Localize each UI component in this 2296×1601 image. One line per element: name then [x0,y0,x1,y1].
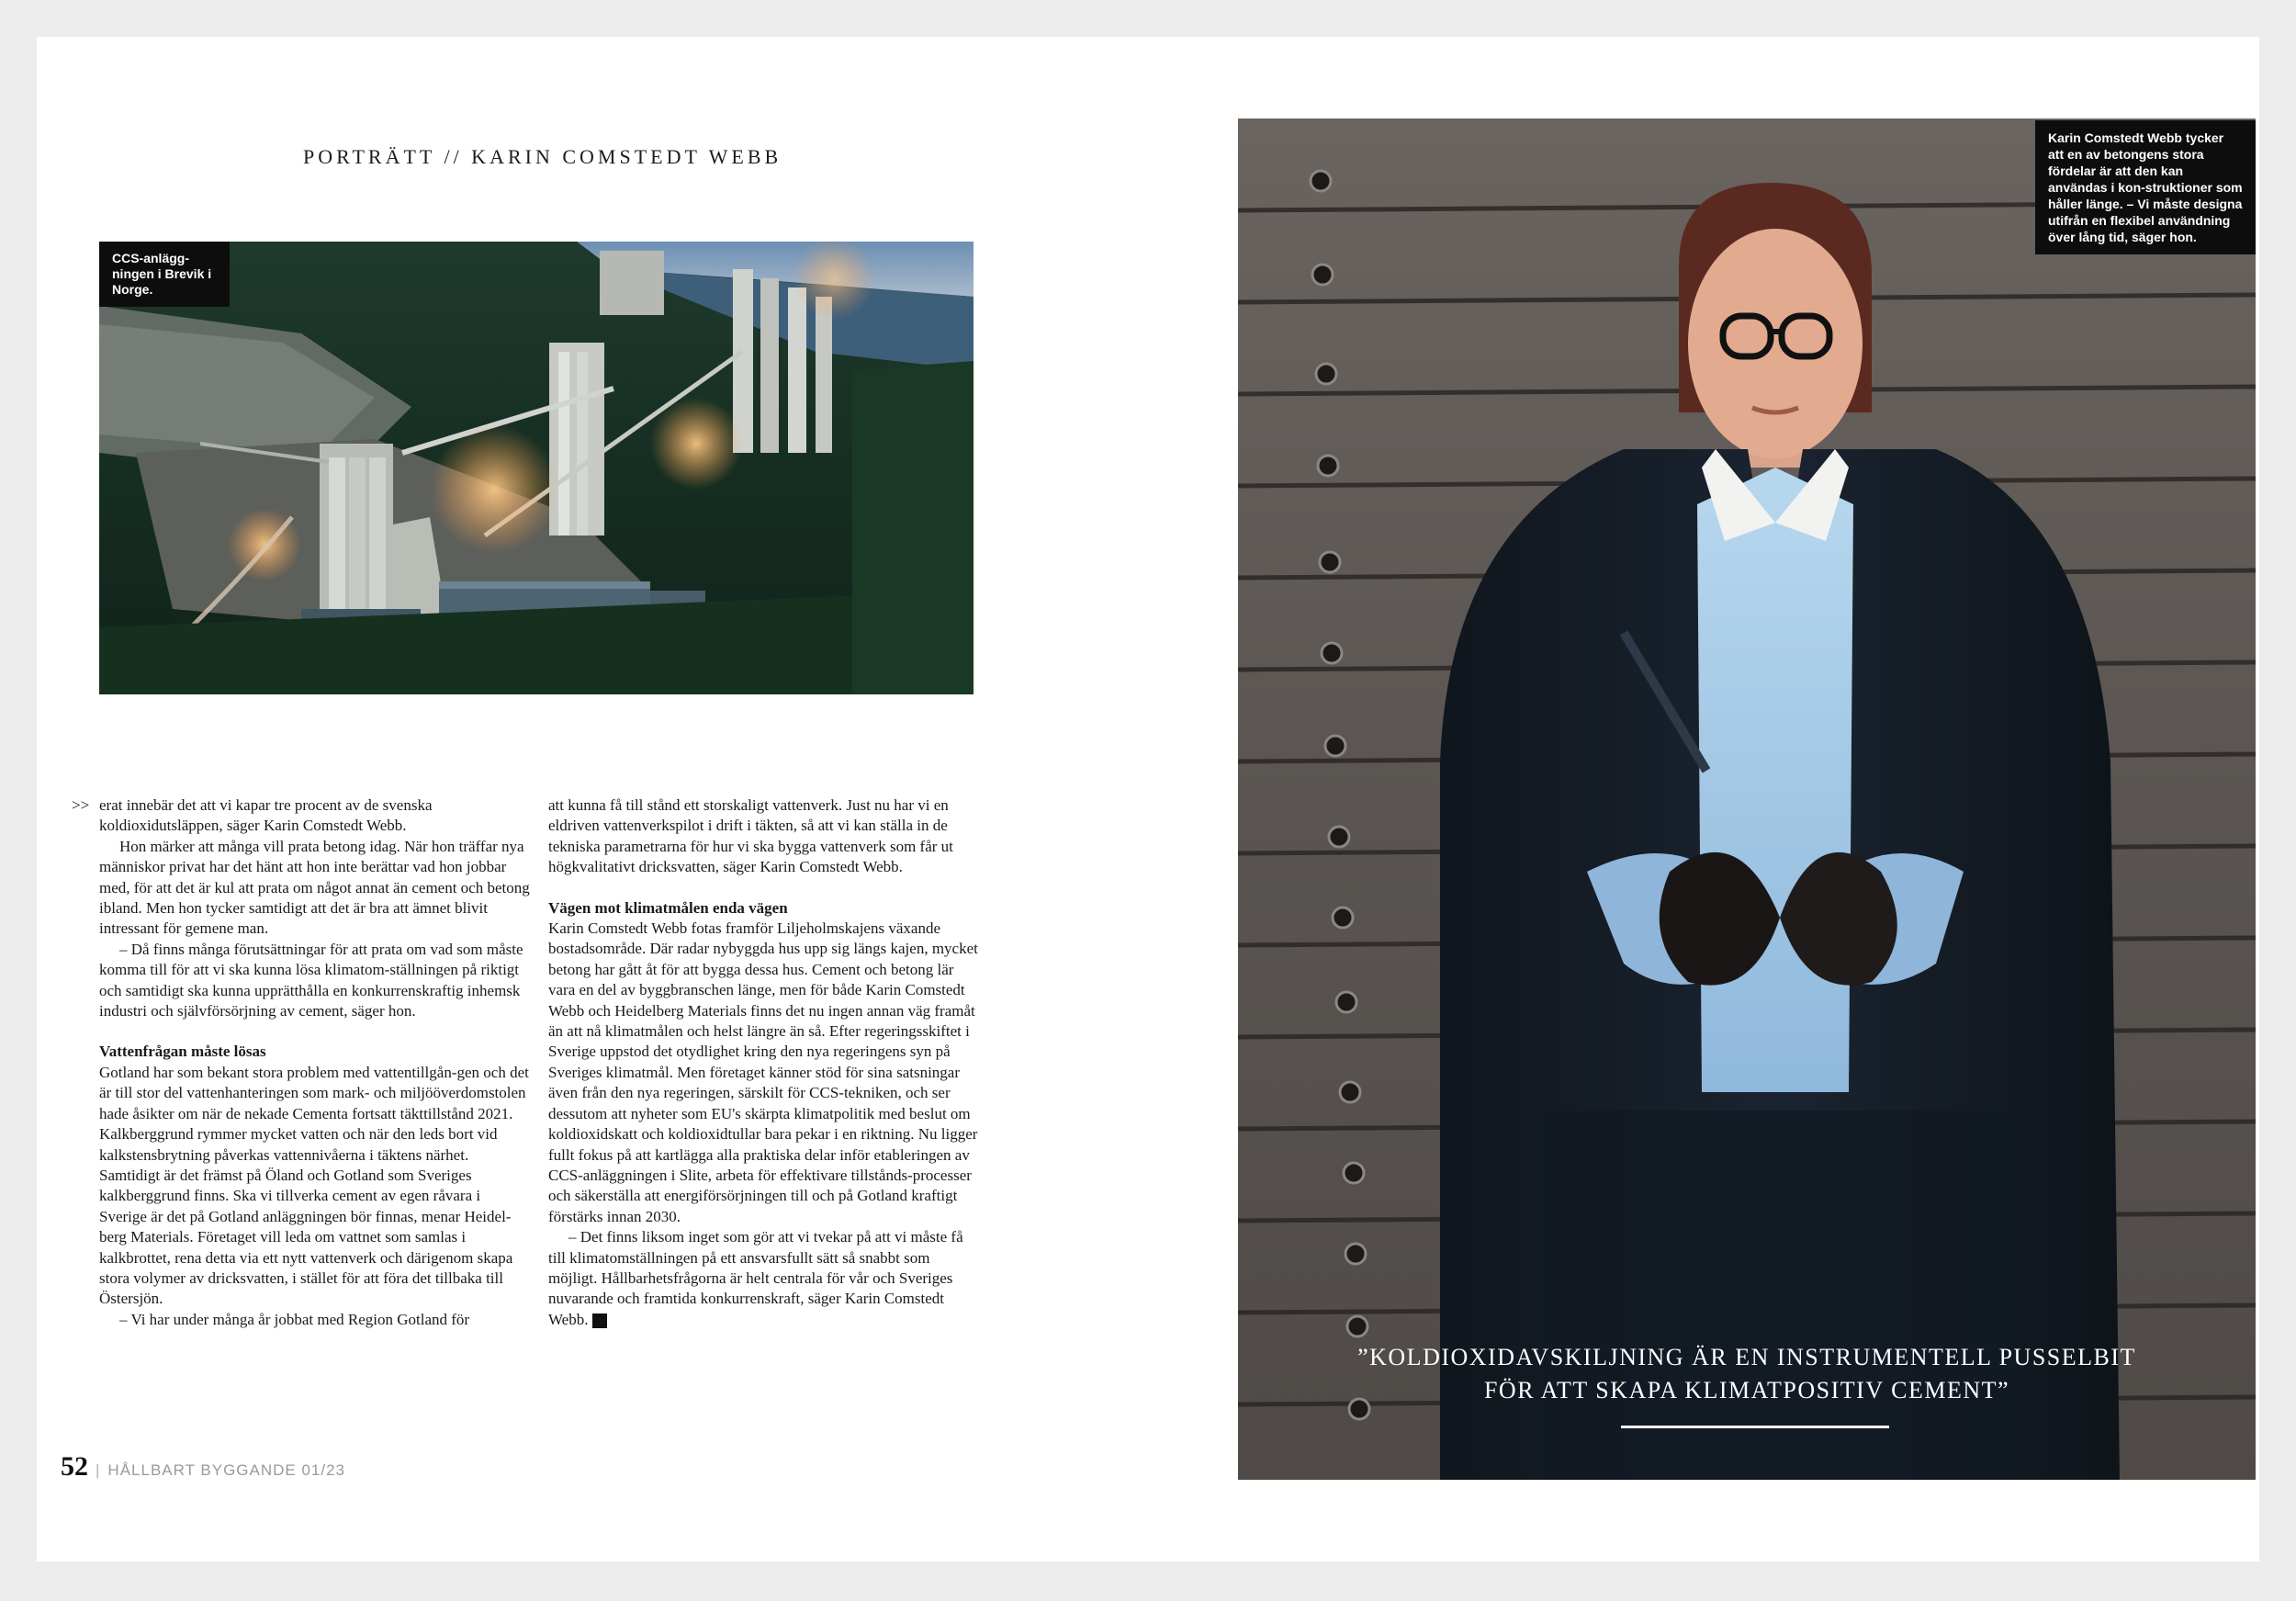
pull-quote-rule [1621,1426,1889,1428]
running-head: PORTRÄTT // KARIN COMSTEDT WEBB [303,145,782,168]
page-number: 52 [61,1451,88,1482]
paragraph: Gotland har som bekant stora problem med vattentillgån-gen och det är till stor del vattenhanteringen som mark- och miljööverdomstolen hade åsikter om när de nekade Cementa fortsatt täkttillstånd 2021. Kalkberggrund rymmer mycket vatten och när den leds bort vid kalkstensbrytning påverkas vattennivåerna i täktens närhet. Samtidigt är det främst på Öland och Gotland som Sveriges kalkberggrund finns. Ska vi tillverka cement av egen råvara i Sverige är det på Gotland anläggningen bör finnas, menar Heidel-berg Materials. Företaget vill leda om vattnet som samlas i kalkbrottet, rena detta via ett nytt vattenverk och därigenom skapa stora volymer av dricksvatten, i stället för att föra det tillbaka till Östersjön. [99,1063,529,1308]
ccs-plant-photo [99,242,974,694]
article-column-2 [548,795,980,1330]
section-heading: Vägen mot klimatmålen enda vägen [548,898,788,917]
end-of-article-icon: HB [592,1313,607,1328]
paragraph: – Då finns många förutsättningar för att prata om vad som måste komma till för att vi ska kunna lösa klimatom-ställningen på riktigt och samtidigt ska kunna upprätthålla en konkurrenskraftig inhemsk industri och självförsörjning av cement, säger hon. [99,940,523,1020]
continuation-marker: >> [72,796,90,814]
paragraph: att kunna få till stånd ett storskaligt vattenverk. Just nu har vi en eldriven vattenverkspilot i drift i täkten, så att vi kan ställa in de tekniska parametrarna för hur vi ska bygga vattenverk som får ut högkvalitativt dricksvatten, säger Karin Comstedt Webb. [548,796,953,876]
paragraph: – Vi har under många år jobbat med Region Gotland för [119,1310,470,1328]
paragraph-text: – Det finns liksom inget som gör att vi tvekar på att vi måste få till klimatomställningen på ett ansvarsfullt sätt så snabbt som möjligt. Hållbarhetsfrågorna är helt centrala för vår och Sveriges nuvarande och framtida konkurrenskraft, säger Karin Comstedt Webb. [548,1228,963,1328]
pull-quote-line: ”KOLDIOXIDAVSKILJNING ÄR EN INSTRUMENTELL PUSSELBIT [1357,1344,2136,1370]
paragraph: Karin Comstedt Webb fotas framför Liljeholmskajens växande bostadsområde. Där radar nybyggda hus upp sig längs kajen, mycket betong har gått åt för att bygga dessa hus. Cement och betong lär vara en del av byggbranschen länge, men för både Karin Comstedt Webb och Heidelberg Materials finns det nu ingen annan väg framåt än att nå klimatmålen och helst längre än så. Efter regeringsskiftet i Sverige uppstod det otydlighet kring den nya regeringens syn på Sveriges klimatmål. Men företaget känner stöd för sina satsningar även från den nya regeringen, särskilt för CCS-tekniken, och ser dessutom att nyheter som EU's skärpta klimatpolitik med beslut om koldioxidskatt och koldioxidtullar bara pekar i en riktning. Nu ligger fullt fokus på att kartlägga alla praktiska delar inför etableringen av CCS-anläggningen i Slite, arbeta för effektivare tillstånds-processer och säkerställa att energiförsörjningen till och på Gotland kraftigt förstärks innan 2030. [548,919,978,1225]
portrait-caption: Karin Comstedt Webb tycker att en av betongens stora fördelar är att den kan användas i kon-struktioner som håller länge. – Vi måste designa utifrån en flexibel användning över lång tid, säger hon. [2035,120,2256,254]
page-folio [61,1451,345,1483]
publication-name: HÅLLBART BYGGANDE 01/23 [107,1461,346,1479]
pull-quote [1313,1341,2180,1407]
paragraph: erat innebär det att vi kapar tre procent av de svenska koldioxidutsläppen, säger Karin Comstedt Webb. [99,796,433,835]
section-heading: Vattenfrågan måste lösas [99,1043,266,1061]
pull-quote-line: FÖR ATT SKAPA KLIMATPOSITIV CEMENT” [1483,1377,2010,1404]
paragraph [548,1227,980,1330]
paragraph: Hon märker att många vill prata betong idag. När hon träffar nya människor privat har det hänt att hon inte berättar vad hon jobbar med, för att det är kul att prata om något annat än cement och betong ibland. Men hon tycker samtidigt att det är bra att ämnet blivit intressant för gemene man. [99,837,530,938]
plant-photo-caption: CCS-anlägg-ningen i Brevik i Norge. [99,242,230,307]
folio-separator: | [96,1461,101,1479]
portrait-photo [1238,118,2256,1480]
article-column-1 [99,795,531,1330]
